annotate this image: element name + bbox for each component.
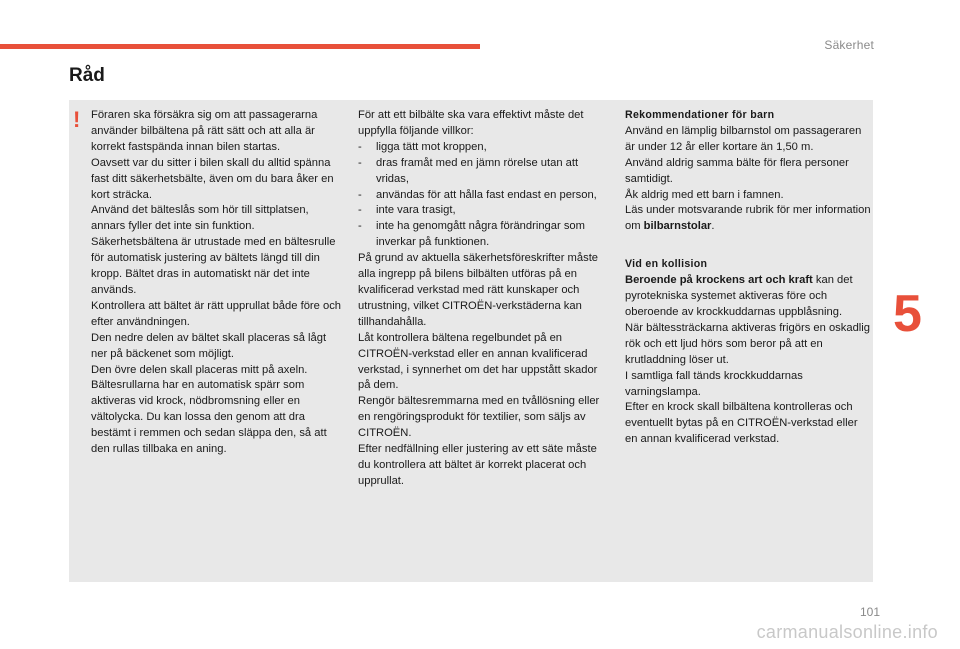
list-item: - dras framåt med en jämn rörelse utan att vridas, bbox=[358, 156, 579, 185]
collision-text: Beroende på krockens art och kraft kan det pyrotekniska systemet aktiveras före och oberoende av krockkuddarnas uppblåsning. När bältessträckarna aktiveras frigörs en oskadlig rök och ett ljud hörs som beror på att en krutladdning löser ut. I samtliga fall tänds krockkuddarnas varningslampa. Efter en krock skall bilbältena kontrolleras och eventuellt bytas på en CITROËN-verkstad eller en annan kvalificerad verkstad. bbox=[625, 274, 870, 446]
list-bullet: - bbox=[358, 156, 362, 169]
list-item: - inte vara trasigt, bbox=[358, 203, 608, 219]
list-bullet: - bbox=[358, 188, 362, 201]
child-seats-link-text: bilbarnstolar bbox=[643, 220, 712, 233]
page-title: Råd bbox=[69, 65, 105, 86]
conditions-intro: För att ett bilbälte ska vara effektivt måste det uppfylla följande villkor: bbox=[358, 109, 584, 137]
paragraph-cleaning: Rengör bältesremmarna med en tvållösning eller en rengöringsprodukt för textilier, som säljs av CITROËN. bbox=[358, 395, 600, 440]
list-item: - inte ha genomgått några förändringar som inverkar på funktionen. bbox=[358, 220, 585, 249]
paragraph-regulations: På grund av aktuella säkerhetsföreskrifter måste alla ingrepp på bilens bilbälten utföras på en kvalificerad verkstad med rätt kunskaper och utrustning, vilket CITROËN-verkstäderna kan tillhandahålla. bbox=[358, 252, 599, 328]
paragraph-seat-adjustment: Efter nedfällning eller justering av ett säte måste du kontrollera att bältet är korrekt placerat och upprullat. bbox=[358, 443, 597, 487]
column-conditions bbox=[358, 108, 608, 490]
list-bullet: - bbox=[358, 204, 362, 217]
list-item: - användas för att hålla fast endast en person, bbox=[358, 188, 608, 204]
watermark: carmanualsonline.info bbox=[756, 622, 938, 642]
heading-collision: Vid en kollision bbox=[625, 258, 708, 271]
list-bullet: - bbox=[358, 140, 362, 153]
list-item: - ligga tätt mot kroppen, bbox=[358, 140, 608, 156]
page-number: 101 bbox=[859, 605, 880, 619]
children-text: Använd en lämplig bilbarnstol om passageraren är under 12 år eller kortare än 1,50 m. Använd aldrig samma bälte för flera personer samtidigt. Åk aldrig med ett barn i famnen. Läs under motsvarande rubrik för mer information om bilbarnstolar. bbox=[625, 124, 871, 233]
chapter-number: 5 bbox=[893, 285, 922, 343]
accent-bar bbox=[0, 44, 480, 49]
list-bullet: - bbox=[358, 220, 362, 233]
section-label: Säkerhet bbox=[824, 38, 874, 52]
conditions-list bbox=[358, 140, 608, 251]
heading-children: Rekommendationer för barn bbox=[625, 109, 775, 121]
column-recommendations bbox=[625, 108, 873, 448]
general-advice-text: Föraren ska försäkra sig om att passagerarna använder bilbältena på rätt sätt och att alla är korrekt fastspända innan bilen startas. Oavsett var du sitter i bilen skall du alltid spänna fast ditt säkerhetsbälte, även om du bara åker en kort sträcka. Använd det bälteslås som hör till sittplatsen, annars fyller det inte sin funktion. Säkerhetsbältena är utrustade med en bältesrulle för automatisk justering av bältets längd till din kropp. Bältet dras in automatiskt när det inte används. Kontrollera att bältet är rätt upprullat både före och efter användningen. Den nedre delen av bältet skall placeras så lågt ner på bäckenet som möjligt. Den övre delen skall placeras mitt på axeln. Bältesrullarna har en automatisk spärr som aktiveras vid krock, nödbromsning eller en vältolycka. Du kan lossa den genom att dra bestämt i remmen och sedan släppa den, så att den rullas tillbaka en aning. bbox=[91, 109, 342, 456]
spacer bbox=[625, 235, 873, 257]
paragraph-inspection: Låt kontrollera bältena regelbundet på en CITROËN-verkstad eller en annan kvalificerad verkstad, i synnerhet om det har uppstått skador på dem. bbox=[358, 331, 598, 392]
column-general-advice bbox=[91, 108, 342, 458]
exclamation-icon: ! bbox=[73, 107, 81, 132]
